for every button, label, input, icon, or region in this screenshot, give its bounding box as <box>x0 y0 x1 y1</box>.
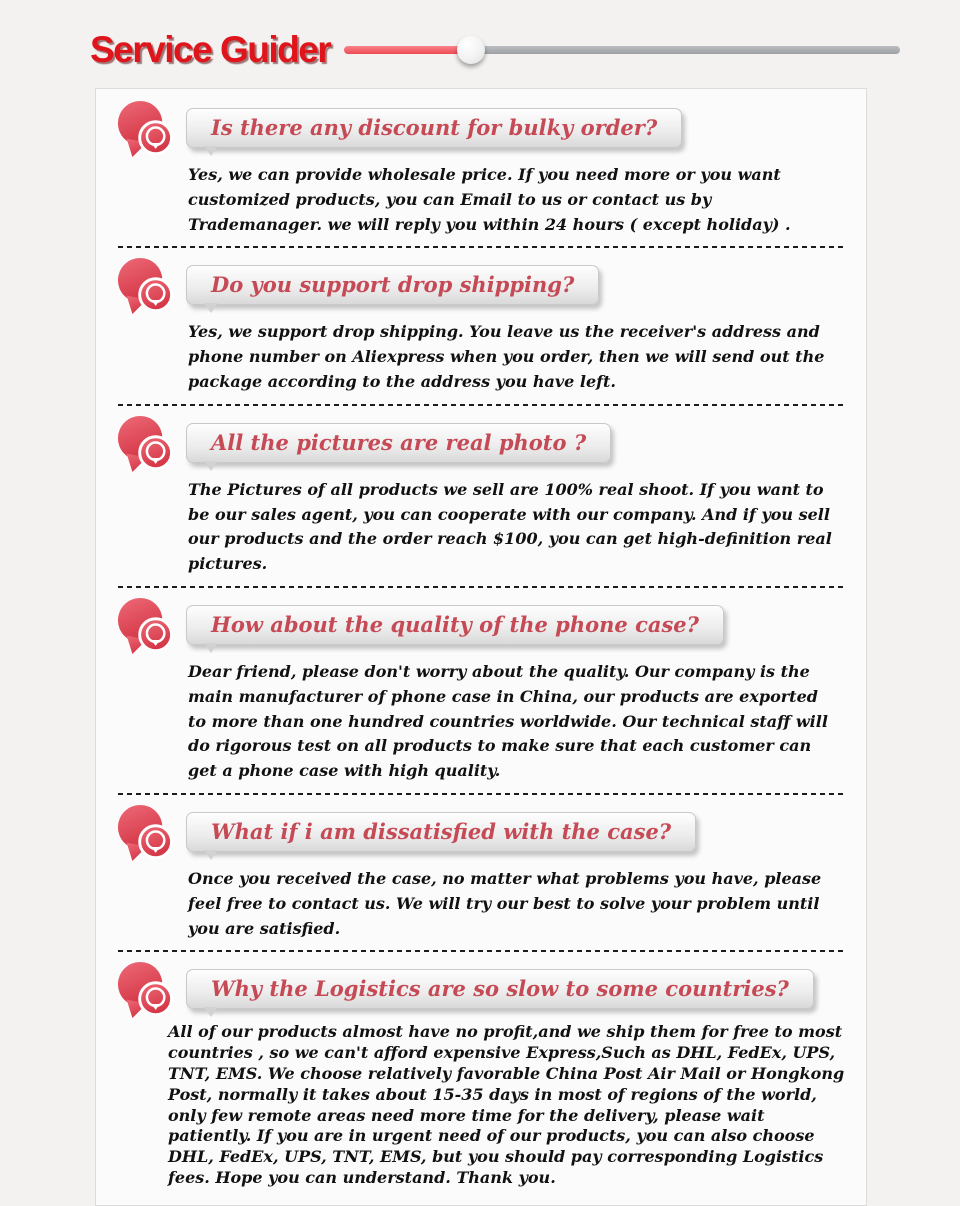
header <box>0 0 960 74</box>
faq-list <box>96 93 866 1189</box>
chat-bubbles-icon <box>116 803 174 863</box>
faq-answer-text: All of our products almost have no profit,and we ship them for free to most countries , so we can't afford expensive Express,Such as DHL, FedEx, UPS, TNT, EMS. We choose relatively favorable China Post Air Mail or Hongkong Post, normally it takes about 15-35 days in most of regions of the world, only few remote areas need more time for the delivery, please wait patiently. If you are in urgent need of our products, you can also choose DHL, FedEx, UPS, TNT, EMS, but you should pay corresponding Logistics fees. Hope you can understand. Thank you. <box>168 1022 845 1187</box>
faq-item-header <box>96 250 866 316</box>
chat-bubbles-icon <box>116 960 174 1020</box>
faq-answer-text: Yes, we support drop shipping. You leave us the receiver's address and phone number on Aliexpress when you order, then we will send out the package according to the address you have left. <box>188 322 825 391</box>
faq-item-header <box>96 590 866 656</box>
dashed-divider <box>118 404 844 406</box>
faq-item-header <box>96 797 866 863</box>
dashed-divider <box>118 246 844 248</box>
faq-answer-text: Dear friend, please don't worry about the quality. Our company is the main manufacturer of phone case in China, our products are exported to more than one hundred countries worldwide. Our technical staff will do rigorous test on all products to make sure that each customer can get a phone case with high quality. <box>188 661 828 781</box>
chat-bubbles-icon <box>116 596 174 656</box>
faq-question-bubble <box>186 423 611 463</box>
progress-slider[interactable] <box>344 36 900 64</box>
faq-item <box>96 954 866 1188</box>
faq-panel <box>95 88 867 1206</box>
faq-item-header <box>96 954 866 1020</box>
faq-question-text: What if i am dissatisfied with the case? <box>211 818 672 844</box>
faq-question-text: Why the Logistics are so slow to some countries? <box>211 976 789 1002</box>
faq-question-text: Is there any discount for bulky order? <box>211 115 658 140</box>
faq-item <box>96 93 866 248</box>
faq-item <box>96 408 866 588</box>
dashed-divider <box>118 586 844 588</box>
faq-question-bubble <box>186 812 696 852</box>
slider-handle[interactable] <box>457 36 485 64</box>
chat-bubbles-icon <box>116 99 174 159</box>
faq-answer-text: Once you received the case, no matter what problems you have, please feel free to contact us. We will try our best to solve your problem until you are satisfied. <box>188 868 822 938</box>
faq-question-text: All the pictures are real photo ? <box>211 429 587 455</box>
dashed-divider <box>118 950 844 952</box>
faq-question-bubble <box>186 969 814 1009</box>
faq-item <box>96 797 866 952</box>
faq-item <box>96 250 866 405</box>
faq-question-bubble <box>186 265 599 305</box>
faq-answer-text: Yes, we can provide wholesale price. If you need more or you want customized products, you can Email to us or contact us by Trademanager. we will reply you within 24 hours ( except holiday) . <box>188 165 791 234</box>
chat-bubbles-icon <box>116 414 174 474</box>
page-title: Service Guider <box>90 29 331 70</box>
chat-bubbles-icon <box>116 256 174 316</box>
dashed-divider <box>118 793 844 795</box>
faq-item-header <box>96 408 866 474</box>
slider-filled-track[interactable] <box>344 46 462 54</box>
faq-item-header <box>96 93 866 159</box>
faq-question-bubble <box>186 108 682 148</box>
slider-empty-track[interactable] <box>480 46 900 54</box>
faq-item <box>96 590 866 795</box>
faq-question-text: Do you support drop shipping? <box>211 272 575 298</box>
faq-question-text: How about the quality of the phone case? <box>211 611 699 637</box>
faq-answer-text: The Pictures of all products we sell are 100% real shoot. If you want to be our sales agent, you can cooperate with our company. And if you sell our products and the order reach $100, you can get high-definition real pictures. <box>188 479 832 574</box>
faq-question-bubble <box>186 605 724 645</box>
